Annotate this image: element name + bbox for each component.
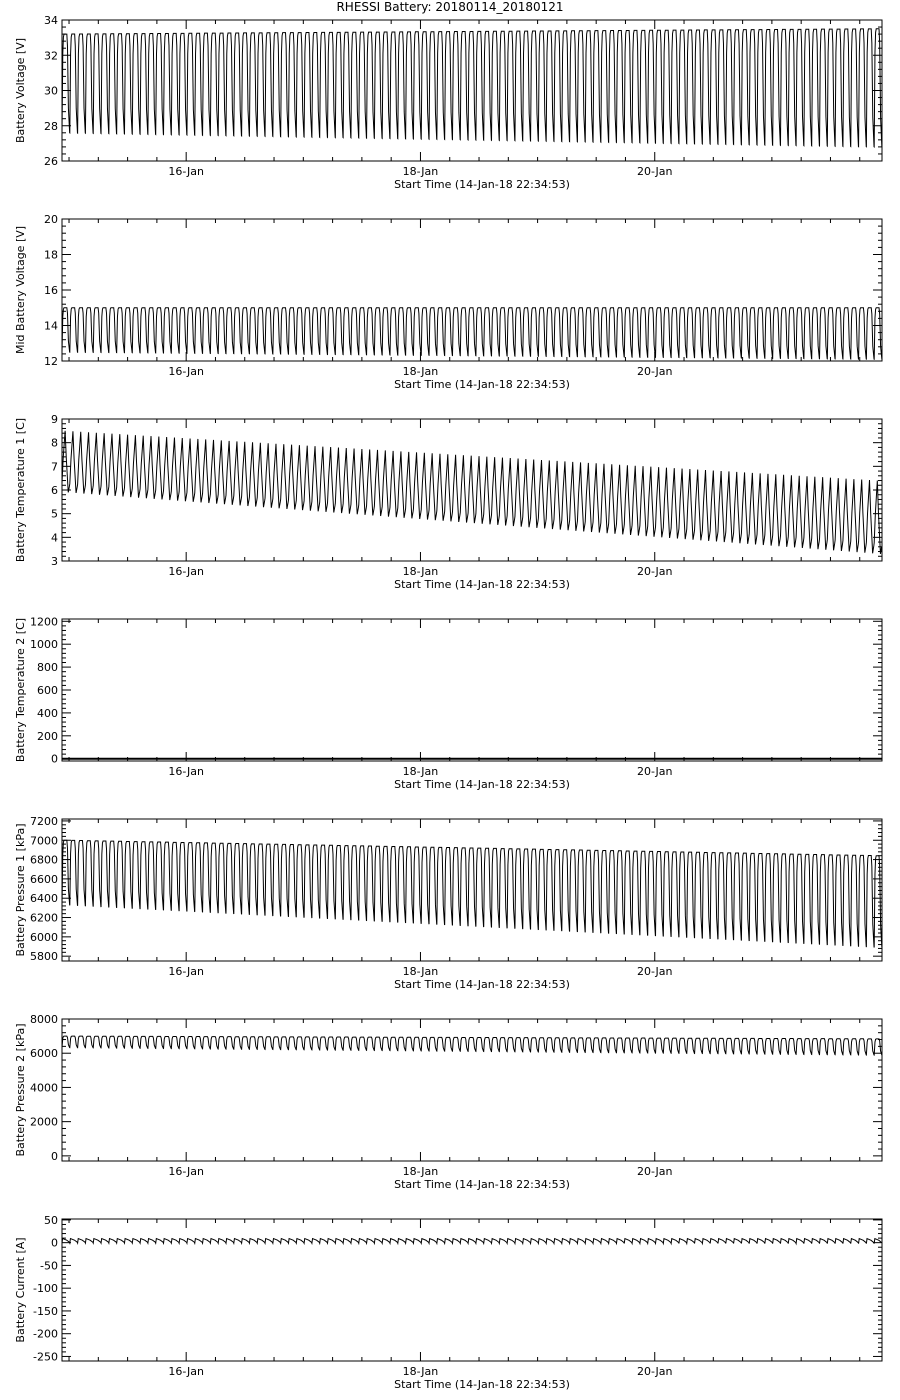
y-axis-label: Mid Battery Voltage [V] — [14, 225, 27, 355]
y-tick-label: 1000 — [30, 638, 58, 652]
y-tick-label: 14 — [44, 319, 58, 333]
y-tick-label: 5800 — [30, 950, 58, 964]
y-tick-label: 8 — [51, 436, 58, 450]
x-tick-label: 16-Jan — [168, 765, 204, 778]
y-tick-label: 6800 — [30, 853, 58, 867]
y-tick-label: 0 — [51, 1149, 58, 1163]
y-tick-label: 16 — [44, 284, 58, 297]
y-tick-label: 20 — [44, 213, 58, 226]
x-tick-label: 20-Jan — [636, 1365, 673, 1378]
x-tick-label: 20-Jan — [636, 1165, 673, 1178]
y-tick-label: 7 — [51, 460, 58, 474]
x-tick-label: 18-Jan — [402, 1365, 439, 1378]
y-tick-label: 9 — [51, 413, 58, 426]
y-tick-label: 2000 — [30, 1115, 58, 1129]
y-tick-label: -150 — [33, 1304, 58, 1318]
data-series-line — [62, 308, 882, 359]
x-axis-label: Start Time (14-Jan-18 22:34:53) — [394, 1178, 570, 1191]
y-tick-label: 26 — [44, 155, 58, 168]
x-tick-label: 20-Jan — [636, 765, 673, 778]
y-axis-label: Battery Pressure 1 [kPa] — [14, 823, 27, 957]
y-tick-label: 6200 — [30, 911, 58, 925]
y-tick-label: 12 — [44, 355, 58, 368]
x-axis-label: Start Time (14-Jan-18 22:34:53) — [394, 378, 570, 391]
y-tick-label: 400 — [37, 706, 58, 720]
y-tick-label: 200 — [37, 729, 58, 743]
x-axis-label: Start Time (14-Jan-18 22:34:53) — [394, 778, 570, 791]
x-axis-label: Start Time (14-Jan-18 22:34:53) — [394, 178, 570, 191]
y-tick-label: 0 — [51, 1236, 58, 1250]
y-tick-label: 7000 — [30, 834, 58, 848]
panel-3 — [14, 413, 882, 591]
y-tick-label: -250 — [33, 1350, 58, 1364]
y-tick-label: 3 — [51, 555, 58, 568]
data-series-line — [62, 1036, 882, 1055]
y-axis-label: Battery Current [A] — [14, 1237, 27, 1343]
x-tick-label: 16-Jan — [168, 1365, 204, 1378]
data-series-line — [62, 29, 882, 147]
y-tick-label: 5 — [51, 507, 58, 521]
y-tick-label: 4000 — [30, 1081, 58, 1095]
x-tick-label: 16-Jan — [168, 365, 204, 378]
x-tick-label: 16-Jan — [168, 1165, 204, 1178]
plot-frame — [62, 619, 882, 761]
y-tick-label: 30 — [44, 84, 58, 98]
y-axis-label: Battery Temperature 2 [C] — [14, 617, 27, 763]
panel-2 — [14, 213, 882, 391]
y-tick-label: 50 — [44, 1213, 58, 1227]
y-tick-label: 800 — [37, 661, 58, 675]
y-tick-label: 6600 — [30, 872, 58, 886]
x-tick-label: 18-Jan — [402, 165, 439, 178]
y-tick-label: 7200 — [30, 814, 58, 828]
x-tick-label: 16-Jan — [168, 165, 204, 178]
y-tick-label: 6400 — [30, 892, 58, 906]
y-tick-label: 0 — [51, 752, 58, 766]
y-tick-label: -50 — [40, 1259, 58, 1273]
panel-6 — [14, 1013, 882, 1191]
y-axis-label: Battery Temperature 1 [C] — [14, 417, 27, 563]
x-axis-label: Start Time (14-Jan-18 22:34:53) — [394, 578, 570, 591]
y-tick-label: 34 — [44, 14, 58, 27]
x-tick-label: 20-Jan — [636, 565, 673, 578]
y-tick-label: 6000 — [30, 1047, 58, 1061]
x-tick-label: 18-Jan — [402, 765, 439, 778]
x-axis-label: Start Time (14-Jan-18 22:34:53) — [394, 1378, 570, 1391]
y-tick-label: -200 — [33, 1327, 58, 1341]
y-tick-label: 8000 — [30, 1013, 58, 1026]
x-tick-label: 20-Jan — [636, 165, 673, 178]
x-tick-label: 18-Jan — [402, 965, 439, 978]
data-series-line — [62, 431, 882, 554]
x-tick-label: 20-Jan — [636, 965, 673, 978]
y-tick-label: 28 — [44, 119, 58, 133]
y-tick-label: 600 — [37, 684, 58, 697]
y-tick-label: -100 — [33, 1282, 58, 1296]
y-tick-label: 18 — [44, 248, 58, 262]
x-tick-label: 18-Jan — [402, 1165, 439, 1178]
y-tick-label: 6 — [51, 484, 58, 497]
panel-5 — [14, 815, 882, 991]
panel-7 — [14, 1214, 882, 1391]
y-axis-label: Battery Voltage [V] — [14, 37, 27, 144]
x-tick-label: 20-Jan — [636, 365, 673, 378]
panel-1 — [14, 14, 882, 191]
x-tick-label: 16-Jan — [168, 965, 204, 978]
x-tick-label: 18-Jan — [402, 565, 439, 578]
y-tick-label: 6000 — [30, 930, 58, 944]
y-tick-label: 32 — [44, 49, 58, 63]
y-tick-label: 4 — [51, 531, 58, 545]
x-axis-label: Start Time (14-Jan-18 22:34:53) — [394, 978, 570, 991]
y-tick-label: 1200 — [30, 615, 58, 629]
chart-title: RHESSI Battery: 20180114_20180121 — [336, 0, 564, 14]
x-tick-label: 16-Jan — [168, 565, 204, 578]
panel-4 — [14, 615, 882, 791]
data-series-line — [62, 1239, 882, 1244]
y-axis-label: Battery Pressure 2 [kPa] — [14, 1023, 27, 1157]
data-series-line — [62, 840, 882, 947]
x-tick-label: 18-Jan — [402, 365, 439, 378]
